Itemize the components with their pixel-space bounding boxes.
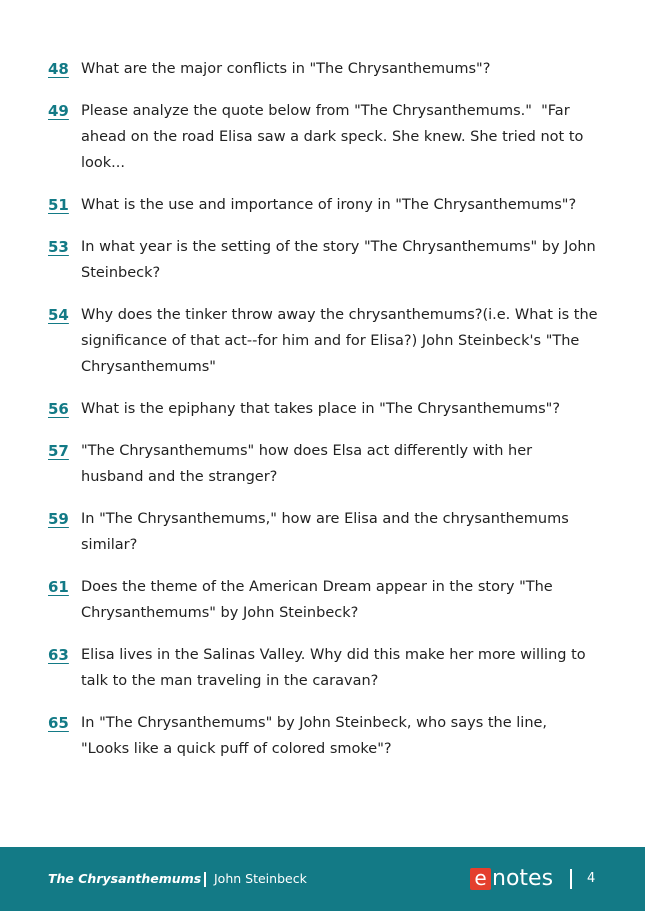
question-item (48, 574, 598, 626)
question-item (48, 396, 598, 422)
question-text: What is the epiphany that takes place in "The Chrysanthemums"? (81, 401, 561, 417)
question-item (48, 506, 598, 558)
question-text: Why does the tinker throw away the chrysanthemums?(i.e. What is the significance of that act--for him and for Elisa?) John Steinbeck's "The Chrysanthemums" (81, 307, 603, 375)
question-item (48, 192, 598, 218)
question-number-link[interactable]: 61 (48, 578, 69, 596)
question-item (48, 438, 598, 490)
question-number-link[interactable]: 56 (48, 400, 69, 418)
question-number-link[interactable]: 53 (48, 238, 69, 256)
enotes-logo (470, 867, 553, 891)
question-text: What is the use and importance of irony in "The Chrysanthemums"? (81, 197, 577, 213)
question-item (48, 234, 601, 286)
question-number-link[interactable]: 63 (48, 646, 69, 664)
question-text: What are the major conflicts in "The Chrysanthemums"? (81, 61, 491, 77)
question-text: "The Chrysanthemums" how does Elsa act differently with her husband and the stranger? (81, 443, 537, 485)
question-text: Please analyze the quote below from "The Chrysanthemums." "Far ahead on the road Elisa saw a dark speck. She knew. She tried not to look... (81, 103, 589, 171)
question-item (48, 98, 598, 176)
question-number-link[interactable]: 51 (48, 196, 69, 214)
question-text: Does the theme of the American Dream appear in the story "The Chrysanthemums" by John Steinbeck? (81, 579, 558, 621)
question-number-link[interactable]: 57 (48, 442, 69, 460)
question-number-link[interactable]: 49 (48, 102, 69, 120)
logo-e-mark: e (470, 868, 491, 890)
page-footer (0, 847, 645, 911)
question-number-link[interactable]: 59 (48, 510, 69, 528)
question-number-link[interactable]: 48 (48, 60, 69, 78)
question-number-link[interactable]: 65 (48, 714, 69, 732)
question-item (48, 642, 598, 694)
question-text: Elisa lives in the Salinas Valley. Why did this make her more willing to talk to the man traveling in the caravan? (81, 647, 591, 689)
question-text: In "The Chrysanthemums," how are Elisa and the chrysanthemums similar? (81, 511, 574, 553)
question-list (48, 56, 603, 778)
question-text: In "The Chrysanthemums" by John Steinbeck, who says the line, "Looks like a quick puff of colored smoke"? (81, 715, 552, 757)
footer-divider (204, 872, 206, 887)
footer-author: John Steinbeck (214, 871, 307, 886)
question-item (48, 302, 603, 380)
footer-book-title: The Chrysanthemums (48, 871, 202, 886)
question-text: In what year is the setting of the story "The Chrysanthemums" by John Steinbeck? (81, 239, 601, 281)
footer-divider (570, 869, 572, 889)
question-item (48, 710, 598, 762)
question-number-link[interactable]: 54 (48, 306, 69, 324)
logo-wordmark: notes (492, 866, 554, 891)
question-item (48, 56, 598, 82)
page-number: 4 (587, 871, 596, 886)
